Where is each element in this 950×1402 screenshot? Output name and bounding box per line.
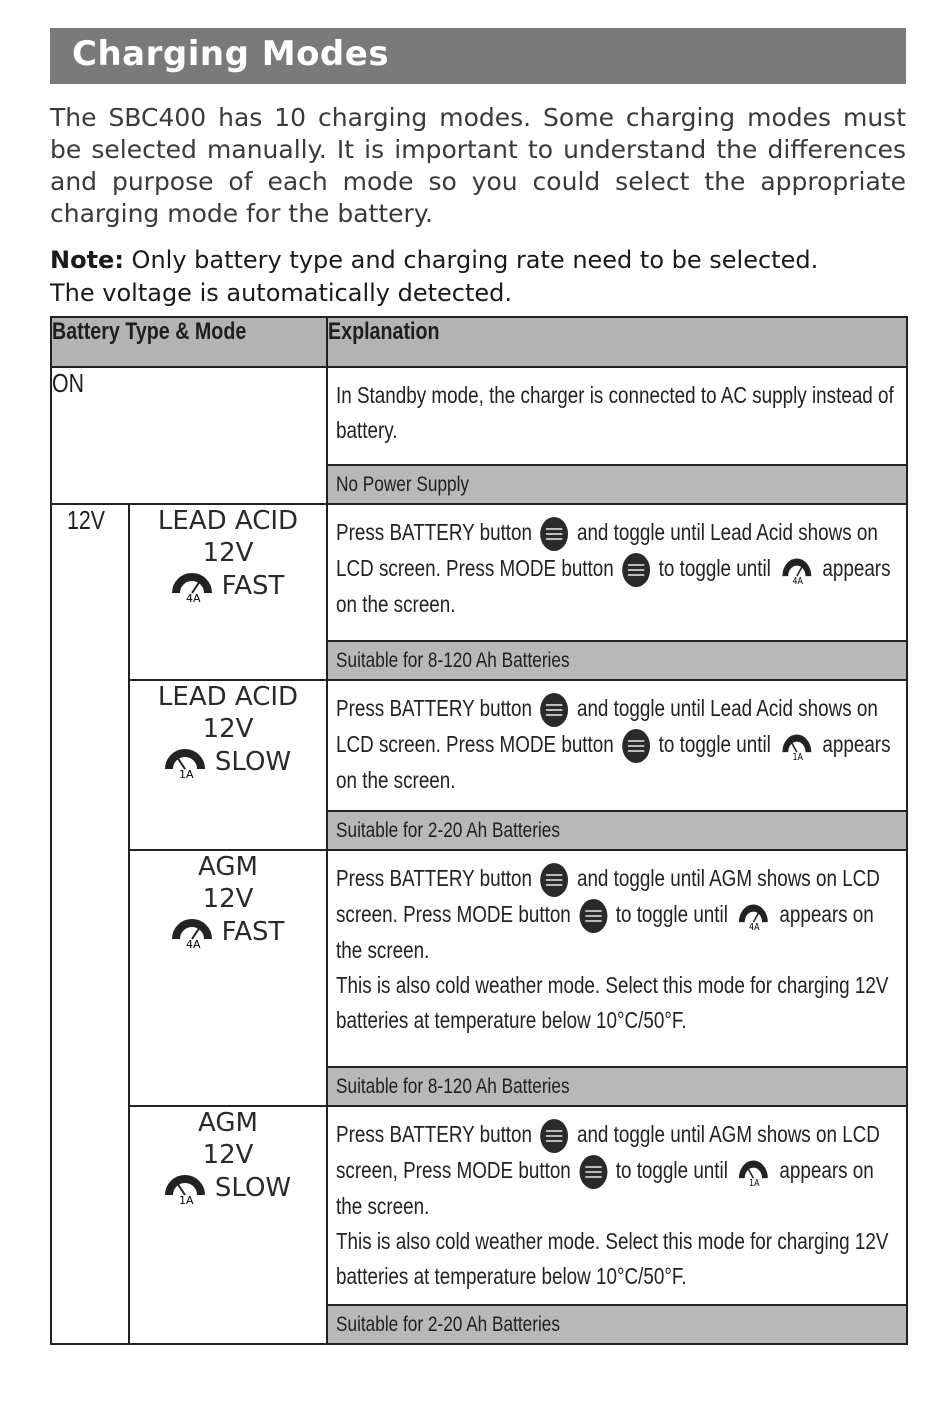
battery-button-icon	[541, 863, 569, 897]
mode-button-icon	[622, 553, 650, 587]
voltage-12v-cell: 12V	[51, 504, 129, 1344]
mode-button-icon	[579, 899, 607, 933]
battery-button-icon	[541, 693, 569, 727]
slow-gauge-icon	[165, 1171, 205, 1205]
explanation-lead-acid-slow: Press BATTERY button and toggle until Lead Acid shows on LCD screen. Press MODE button to toggle until 1A appears on the screen. Suitable for 2-20 Ah Batteries	[327, 680, 907, 850]
svg-text:4A: 4A	[749, 922, 760, 931]
svg-text:4A: 4A	[185, 592, 201, 603]
explanation-lead-acid-fast: Press BATTERY button and toggle until Lead Acid shows on LCD screen. Press MODE button to toggle until 4A appears on the screen. Suitable for 8-120 Ah Batteries	[327, 504, 907, 680]
cold-weather-note: This is also cold weather mode. Select this mode for charging 12V batteries at temperature below 10°C/50°F.	[336, 1227, 889, 1289]
charging-modes-table	[50, 316, 908, 1345]
mode-lead-acid-slow: LEAD ACID 12V 1A SLOW	[129, 680, 327, 850]
slow-gauge-icon	[733, 1157, 774, 1187]
fast-gauge-icon	[172, 915, 212, 949]
battery-button-icon	[541, 517, 569, 551]
svg-text:1A: 1A	[178, 1194, 194, 1205]
mode-button-icon	[622, 729, 650, 763]
page-title: Charging Modes	[72, 34, 390, 74]
svg-text:1A: 1A	[792, 752, 803, 761]
fast-gauge-icon	[733, 901, 774, 931]
svg-text:4A: 4A	[792, 576, 803, 585]
fast-gauge-icon	[776, 555, 817, 585]
header-battery-type: Battery Type & Mode	[51, 317, 327, 367]
on-sub: No Power Supply	[328, 464, 906, 503]
svg-text:1A: 1A	[749, 1178, 760, 1187]
agm-slow-sub: Suitable for 2-20 Ah Batteries	[328, 1304, 906, 1343]
intro-paragraph: The SBC400 has 10 charging modes. Some charging modes must be selected manually. It is important to understand the differences and purpose of each mode so you could select the appropriate charging mode for the battery.	[50, 103, 906, 228]
svg-text:4A: 4A	[185, 938, 201, 949]
cold-weather-note: This is also cold weather mode. Select this mode for charging 12V batteries at temperature below 10°C/50°F.	[336, 971, 889, 1033]
header-explanation: Explanation	[327, 317, 907, 367]
svg-text:1A: 1A	[178, 768, 194, 779]
note-line-2: The voltage is automatically detected.	[50, 279, 513, 307]
mode-agm-fast: AGM 12V 4A FAST	[129, 850, 327, 1106]
lead-acid-fast-sub: Suitable for 8-120 Ah Batteries	[328, 640, 906, 679]
mode-on-cell: ON	[51, 367, 327, 504]
slow-gauge-icon	[776, 731, 817, 761]
lead-acid-slow-sub: Suitable for 2-20 Ah Batteries	[328, 810, 906, 849]
mode-lead-acid-fast: LEAD ACID 12V 4A FAST	[129, 504, 327, 680]
explanation-on	[327, 367, 907, 504]
explanation-agm-slow: Press BATTERY button and toggle until AGM shows on LCD screen, Press MODE button to toggle until 1A appears on the screen. This is also cold weather mode. Select this mode for charging 12V batteries at temperature below 10°C/50°F. Suitable for 2-20 Ah Batteries	[327, 1106, 907, 1344]
explanation-agm-fast: Press BATTERY button and toggle until AGM shows on LCD screen. Press MODE button to toggle until 4A appears on the screen. This is also cold weather mode. Select this mode for charging 12V batteries at temperature below 10°C/50°F. Suitable for 8-120 Ah Batteries	[327, 850, 907, 1106]
note-block	[50, 244, 906, 310]
note-label: Note:	[50, 246, 124, 274]
mode-agm-slow: AGM 12V 1A SLOW	[129, 1106, 327, 1344]
note-line-1: Only battery type and charging rate need to be selected.	[123, 246, 819, 274]
section-header	[50, 28, 906, 84]
mode-button-icon	[579, 1155, 607, 1189]
fast-gauge-icon	[172, 569, 212, 603]
battery-button-icon	[541, 1119, 569, 1153]
agm-fast-sub: Suitable for 8-120 Ah Batteries	[328, 1066, 906, 1105]
slow-gauge-icon	[165, 745, 205, 779]
on-text: In Standby mode, the charger is connected to AC supply instead of battery.	[336, 382, 894, 443]
